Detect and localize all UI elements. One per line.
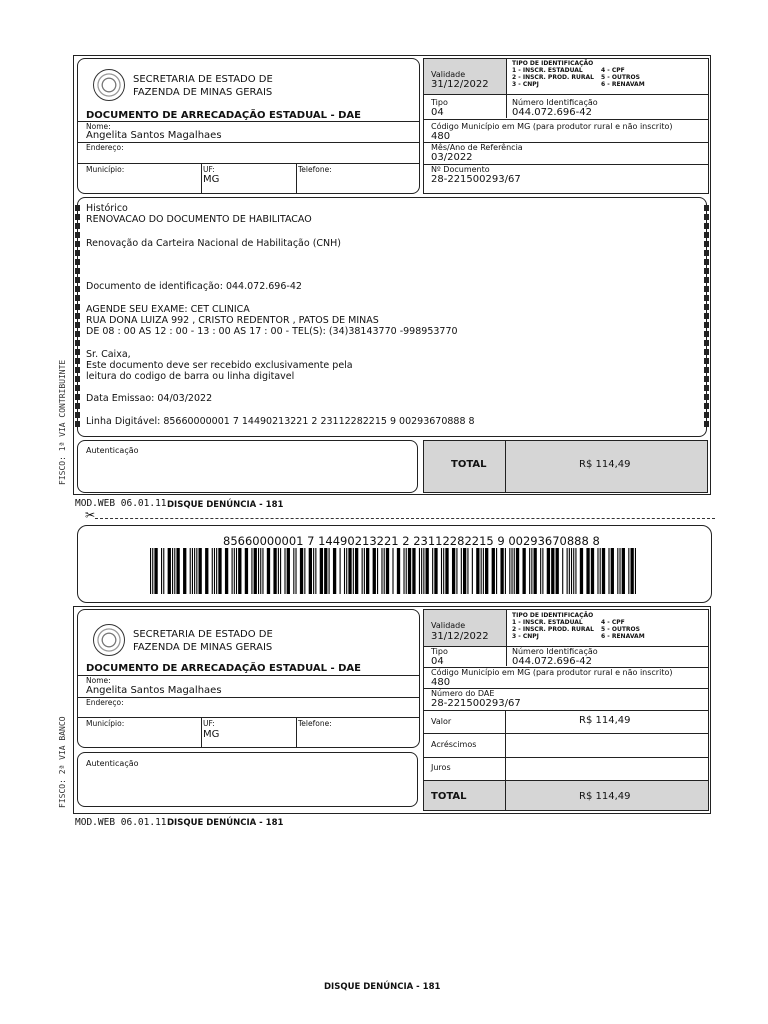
barcode-bar	[234, 548, 235, 594]
barcode-bar	[267, 548, 270, 594]
barcode-bar	[540, 548, 541, 594]
org-line2: FAZENDA DE MINAS GERAIS	[133, 642, 273, 653]
historico-line: Documento de identificação: 044.072.696-42	[86, 281, 302, 292]
barcode-bar	[190, 548, 191, 594]
barcode-bar	[205, 548, 208, 594]
barcode-bar	[273, 548, 276, 594]
uf-value: MG	[203, 174, 220, 185]
second-copy-side-label: FISCO: 2ª VIA BANCO	[58, 716, 67, 808]
barcode-bar	[320, 548, 323, 594]
barcode-bar	[432, 548, 433, 594]
barcode-bar	[492, 548, 495, 594]
barcode-bar	[196, 548, 197, 594]
barcode-bar	[397, 548, 400, 594]
municipio-label: Município:	[86, 719, 125, 728]
barcode-bar	[366, 548, 369, 594]
numero-dae-label: Número do DAE	[431, 689, 495, 698]
coat-of-arms-icon	[93, 624, 125, 656]
n-documento-label: Nº Documento	[431, 165, 490, 174]
barcode-bar	[381, 548, 382, 594]
barcode-bar	[324, 548, 327, 594]
barcode-bar	[452, 548, 455, 594]
org-line2: FAZENDA DE MINAS GERAIS	[133, 87, 273, 98]
n-documento-value: 28-221500293/67	[431, 174, 521, 185]
barcode-bar	[344, 548, 345, 594]
barcode-bar	[608, 548, 609, 594]
doc-title: DOCUMENTO DE ARRECADAÇÃO ESTADUAL - DAE	[86, 663, 362, 674]
historico-line: Este documento deve ser recebido exclusivamente pela	[86, 360, 353, 371]
barcode-bar	[216, 548, 217, 594]
barcode-bar	[611, 548, 614, 594]
barcode-bar	[426, 548, 429, 594]
barcode-bar	[293, 548, 294, 594]
nome-value: Angelita Santos Magalhaes	[86, 130, 222, 141]
barcode-bar	[214, 548, 215, 594]
barcode-bar	[295, 548, 296, 594]
barcode-bar	[346, 548, 347, 594]
barcode-bar	[238, 548, 241, 594]
barcode-bar	[622, 548, 625, 594]
barcode-bar	[441, 548, 442, 594]
tipo-label: Tipo	[431, 647, 448, 656]
barcode-bar	[569, 548, 570, 594]
mes-ano-label: Mês/Ano de Referência	[431, 143, 523, 152]
barcode-bar	[218, 548, 221, 594]
validade-value: 31/12/2022	[431, 79, 489, 90]
barcode-bar	[168, 548, 171, 594]
disque-denuncia-footer: DISQUE DENÚNCIA - 181	[324, 982, 441, 992]
barcode-bar	[232, 548, 233, 594]
validade-label: Validade	[431, 70, 466, 79]
tipo-id-option: 4 - CPF	[601, 67, 625, 74]
barcode-bar	[509, 548, 510, 594]
tipo-value: 04	[431, 656, 444, 667]
barcode-bar	[377, 548, 378, 594]
barcode-bar	[485, 548, 488, 594]
tipo-id-option: 1 - INSCR. ESTADUAL	[512, 619, 583, 626]
tipo-id-option: 1 - INSCR. ESTADUAL	[512, 67, 583, 74]
barcode-bar	[580, 548, 583, 594]
barcode-bar	[514, 548, 515, 594]
numero-id-value: 044.072.696-42	[512, 656, 592, 667]
barcode-bar	[198, 548, 201, 594]
barcode-bar	[421, 548, 422, 594]
tipo-value: 04	[431, 107, 444, 118]
juros-label: Juros	[431, 763, 451, 772]
scissors-icon: ✂	[85, 508, 96, 522]
tipo-id-option: 5 - OUTROS	[601, 626, 640, 633]
barcode-bar	[194, 548, 195, 594]
barcode-bar	[152, 548, 153, 594]
barcode-bar	[483, 548, 484, 594]
barcode-bar	[192, 548, 193, 594]
valor-value: R$ 114,49	[579, 715, 631, 726]
barcode-bar	[500, 548, 503, 594]
barcode-bar	[445, 548, 448, 594]
historico-line: leitura do codigo de barra ou linha digitavel	[86, 371, 295, 382]
barcode-bar	[287, 548, 290, 594]
barcode-bar	[617, 548, 618, 594]
barcode-bar	[408, 548, 411, 594]
barcode-bar	[467, 548, 468, 594]
codigo-municipio-label: Código Município em MG (para produtor rural e não inscrito)	[431, 122, 673, 131]
barcode-bar	[154, 548, 157, 594]
barcode-bar	[522, 548, 525, 594]
barcode-bar	[542, 548, 543, 594]
barcode-bar	[362, 548, 363, 594]
barcode-bar	[403, 548, 404, 594]
numero-id-label: Número Identificação	[512, 647, 598, 656]
acrescimos-label: Acréscimos	[431, 740, 477, 749]
nome-label: Nome:	[86, 122, 111, 131]
barcode-bar	[373, 548, 376, 594]
total-value: R$ 114,49	[579, 791, 631, 802]
barcode-bar	[423, 548, 424, 594]
autenticacao-label: Autenticação	[86, 759, 139, 768]
barcode-bar	[245, 548, 248, 594]
barcode-bar	[353, 548, 354, 594]
barcode-bar	[481, 548, 482, 594]
historico-line: Sr. Caixa,	[86, 349, 131, 360]
cut-line	[95, 518, 715, 519]
barcode-bar	[278, 548, 279, 594]
barcode-bar	[463, 548, 466, 594]
autenticacao-label: Autenticação	[86, 446, 139, 455]
barcode-bar	[236, 548, 237, 594]
barcode-bar	[630, 548, 633, 594]
barcode-bar	[309, 548, 312, 594]
barcode-bar	[163, 548, 164, 594]
numero-dae-value: 28-221500293/67	[431, 698, 521, 709]
validade-value: 31/12/2022	[431, 631, 489, 642]
barcode-bar	[161, 548, 162, 594]
historico-line: RUA DONA LUIZA 992 , CRISTO REDENTOR , PATOS DE MINAS	[86, 315, 379, 326]
barcode-bar	[443, 548, 444, 594]
doc-title: DOCUMENTO DE ARRECADAÇÃO ESTADUAL - DAE	[86, 110, 362, 121]
barcode-bar	[600, 548, 601, 594]
barcode-bar	[284, 548, 285, 594]
barcode-bar	[472, 548, 473, 594]
valor-label: Valor	[431, 717, 452, 726]
barcode-bar	[476, 548, 479, 594]
barcode-bar	[355, 548, 358, 594]
barcode-bar	[571, 548, 572, 594]
linha-digitavel: Linha Digitável: 85660000001 7 14490213221 2 23112282215 9 00293670888 8	[86, 416, 475, 427]
historico-line: DE 08 : 00 AS 12 : 00 - 13 : 00 AS 17 : 00 - TEL(S): (34)38143770 -998953770	[86, 326, 458, 337]
barcode-bar	[531, 548, 532, 594]
barcode-bar	[340, 548, 341, 594]
endereco-label: Endereço:	[86, 143, 124, 152]
historico-line: AGENDE SEU EXAME: CET CLINICA	[86, 304, 250, 315]
barcode-bar	[300, 548, 303, 594]
historico-label: Histórico	[86, 203, 128, 214]
nome-label: Nome:	[86, 676, 111, 685]
numero-id-value: 044.072.696-42	[512, 107, 592, 118]
barcode-bar	[534, 548, 537, 594]
barcode-bar	[516, 548, 519, 594]
uf-label: UF:	[203, 165, 215, 174]
municipio-label: Município:	[86, 165, 125, 174]
telefone-label: Telefone:	[298, 719, 332, 728]
barcode	[150, 548, 636, 594]
barcode-bar	[556, 548, 559, 594]
total-box	[424, 781, 708, 810]
barcode-bar	[602, 548, 605, 594]
barcode-bar	[384, 548, 385, 594]
barcode-bar	[597, 548, 598, 594]
tipo-id-option: 6 - RENAVAM	[601, 81, 645, 88]
org-line1: SECRETARIA DE ESTADO DE	[133, 74, 273, 85]
barcode-bar	[392, 548, 393, 594]
total-label: TOTAL	[431, 791, 467, 802]
barcode-bar	[419, 548, 420, 594]
tipo-id-option: 3 - CNPJ	[512, 633, 539, 640]
numero-id-label: Número Identificação	[512, 98, 598, 107]
codigo-municipio-value: 480	[431, 677, 451, 688]
disque-denuncia: DISQUE DENÚNCIA - 181	[167, 500, 284, 510]
tipo-id-option: 5 - OUTROS	[601, 74, 640, 81]
barcode-bar	[551, 548, 554, 594]
barcode-bar	[573, 548, 574, 594]
tipo-id-option: 2 - INSCR. PROD. RURAL	[512, 74, 594, 81]
uf-value: MG	[203, 729, 220, 740]
barcode-bar	[496, 548, 497, 594]
nome-value: Angelita Santos Magalhaes	[86, 685, 222, 696]
barcode-bar	[406, 548, 407, 594]
barcode-bar	[562, 548, 563, 594]
barcode-bar	[304, 548, 305, 594]
barcode-bar	[176, 548, 179, 594]
total-label: TOTAL	[451, 459, 487, 470]
first-copy-side-label: FISCO: 1ª VIA CONTRIBUINTE	[58, 359, 67, 485]
barcode-bar	[315, 548, 316, 594]
barcode-bar	[619, 548, 620, 594]
barcode-bar	[251, 548, 252, 594]
barcode-bar	[412, 548, 415, 594]
barcode-bar	[461, 548, 462, 594]
barcode-bar	[434, 548, 437, 594]
tipo-id-title: TIPO DE IDENTIFICAÇÃO	[512, 612, 594, 619]
codigo-municipio-value: 480	[431, 131, 451, 142]
mes-ano-value: 03/2022	[431, 152, 473, 163]
tipo-id-option: 2 - INSCR. PROD. RURAL	[512, 626, 594, 633]
codigo-municipio-label: Código Município em MG (para produtor rural e não inscrito)	[431, 668, 673, 677]
barcode-bar	[150, 548, 151, 594]
tipo-id-option: 6 - RENAVAM	[601, 633, 645, 640]
barcode-bar	[225, 548, 228, 594]
barcode-bar	[212, 548, 213, 594]
barcode-bar	[329, 548, 330, 594]
barcode-bar	[575, 548, 576, 594]
barcode-bar	[333, 548, 336, 594]
barcode-bar	[254, 548, 257, 594]
barcode-bar	[364, 548, 365, 594]
tipo-id-option: 3 - CNPJ	[512, 81, 539, 88]
barcode-bar	[183, 548, 186, 594]
barcode-bar	[635, 548, 636, 594]
barcode-bar	[313, 548, 314, 594]
barcode-bar	[260, 548, 261, 594]
historico-line: Data Emissao: 04/03/2022	[86, 393, 213, 404]
total-value: R$ 114,49	[579, 459, 631, 470]
uf-label: UF:	[203, 719, 215, 728]
barcode-bar	[174, 548, 175, 594]
barcode-bar	[567, 548, 568, 594]
telefone-label: Telefone:	[298, 165, 332, 174]
disque-denuncia: DISQUE DENÚNCIA - 181	[167, 818, 284, 828]
barcode-bar	[456, 548, 457, 594]
barcode-bar	[547, 548, 550, 594]
barcode-bar	[386, 548, 389, 594]
barcode-bar	[280, 548, 281, 594]
barcode-bar	[505, 548, 506, 594]
barcode-bar	[258, 548, 259, 594]
validade-label: Validade	[431, 621, 466, 630]
historico-line: RENOVACAO DO DOCUMENTO DE HABILITACAO	[86, 214, 312, 225]
barcode-bar	[591, 548, 594, 594]
tipo-label: Tipo	[431, 98, 448, 107]
tipo-id-option: 4 - CPF	[601, 619, 625, 626]
barcode-number: 85660000001 7 14490213221 2 23112282215 9 00293670888 8	[223, 534, 600, 548]
barcode-bar	[628, 548, 629, 594]
mod-label: MOD.WEB 06.01.11	[75, 817, 167, 828]
historico-line: Renovação da Carteira Nacional de Habilitação (CNH)	[86, 238, 341, 249]
barcode-bar	[511, 548, 512, 594]
barcode-bar	[172, 548, 173, 594]
barcode-bar	[529, 548, 530, 594]
barcode-bar	[586, 548, 589, 594]
barcode-bar	[348, 548, 351, 594]
barcode-bar	[262, 548, 263, 594]
endereco-label: Endereço:	[86, 698, 124, 707]
coat-of-arms-icon	[93, 69, 125, 101]
tipo-id-title: TIPO DE IDENTIFICAÇÃO	[512, 60, 594, 67]
org-line1: SECRETARIA DE ESTADO DE	[133, 629, 273, 640]
mod-label: MOD.WEB 06.01.11	[75, 498, 167, 509]
